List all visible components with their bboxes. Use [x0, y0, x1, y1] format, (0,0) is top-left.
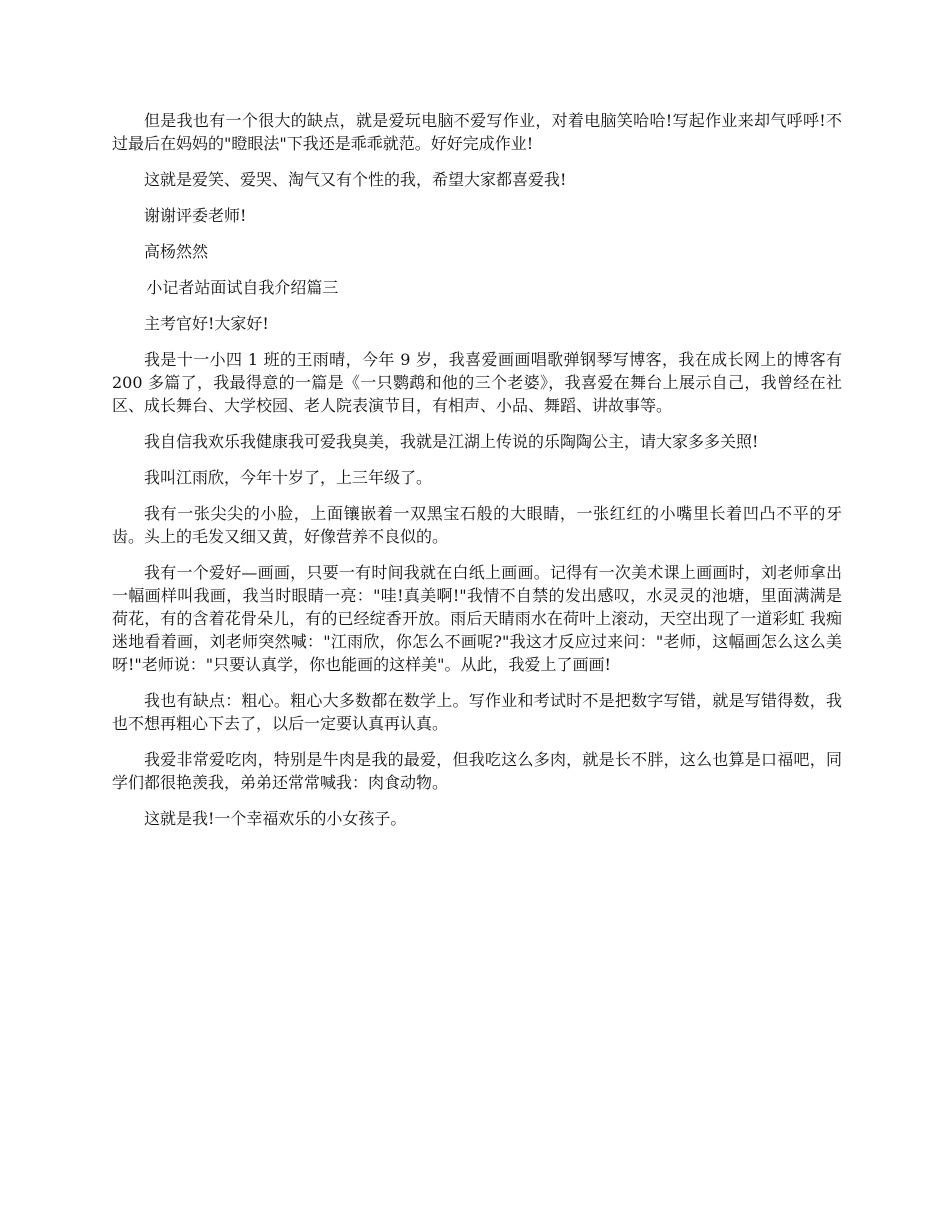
paragraph: 我有一个爱好—画画，只要一有时间我就在白纸上画画。记得有一次美术课上画画时，刘老师拿出一幅画样叫我画，我当时眼睛一亮："哇!真美啊!"我情不自禁的发出感叹，水灵灵的池塘，里面满满是荷花，有的含着花骨朵儿，有的已经绽香开放。雨后天睛雨水在荷叶上滚动，天空出现了一道彩虹 我痴迷地看着画，刘老师突然喊："江雨欣，你怎么不画呢?"我这才反应过来问："老师，这幅画怎么这么美呀!"老师说："只要认真学，你也能画的这样美"。从此，我爱上了画画! [112, 563, 842, 674]
paragraph: 我自信我欢乐我健康我可爱我臭美，我就是江湖上传说的乐陶陶公主，请大家多多关照! [144, 432, 759, 451]
paragraph: 我爱非常爱吃肉，特别是牛肉是我的最爱，但我吃这么多肉，就是长不胖，这么也算是口福吧，同学们都很艳羡我，弟弟还常常喊我：肉食动物。 [112, 750, 842, 792]
greeting: 主考官好!大家好! [144, 314, 269, 333]
paragraph: 我是十一小四 1 班的王雨晴，今年 9 岁，我喜爱画画唱歌弹钢琴写博客，我在成长网上的博客有 200 多篇了，我最得意的一篇是《一只鹦鹉和他的三个老婆》，我喜爱在舞台上展示自己，我曾经在社区、成长舞台、大学校园、老人院表演节目，有相声、小品、舞蹈、讲故事等。 [112, 350, 842, 415]
paragraph: 我有一张尖尖的小脸，上面镶嵌着一双黑宝石般的大眼睛，一张红红的小嘴里长着凹凸不平的牙齿。头上的毛发又细又黄，好像营养不良似的。 [112, 504, 842, 546]
paragraph: 谢谢评委老师! [144, 206, 247, 225]
author-name: 高杨然然 [144, 242, 209, 261]
section-title: 小记者站面试自我介绍篇三 [146, 278, 339, 297]
paragraph: 这就是我!一个幸福欢乐的小女孩子。 [144, 809, 407, 828]
paragraph: 我叫江雨欣，今年十岁了，上三年级了。 [144, 468, 433, 487]
document-body [112, 109, 842, 843]
paragraph: 我也有缺点：粗心。粗心大多数都在数学上。写作业和考试时不是把数字写错，就是写错得数，我也不想再粗心下去了，以后一定要认真再认真。 [112, 691, 842, 733]
paragraph: 这就是爱笑、爱哭、淘气又有个性的我，希望大家都喜爱我! [144, 170, 567, 189]
paragraph: 但是我也有一个很大的缺点，就是爱玩电脑不爱写作业，对着电脑笑哈哈!写起作业来却气呼呼!不过最后在妈妈的"瞪眼法"下我还是乖乖就范。好好完成作业! [112, 111, 842, 153]
